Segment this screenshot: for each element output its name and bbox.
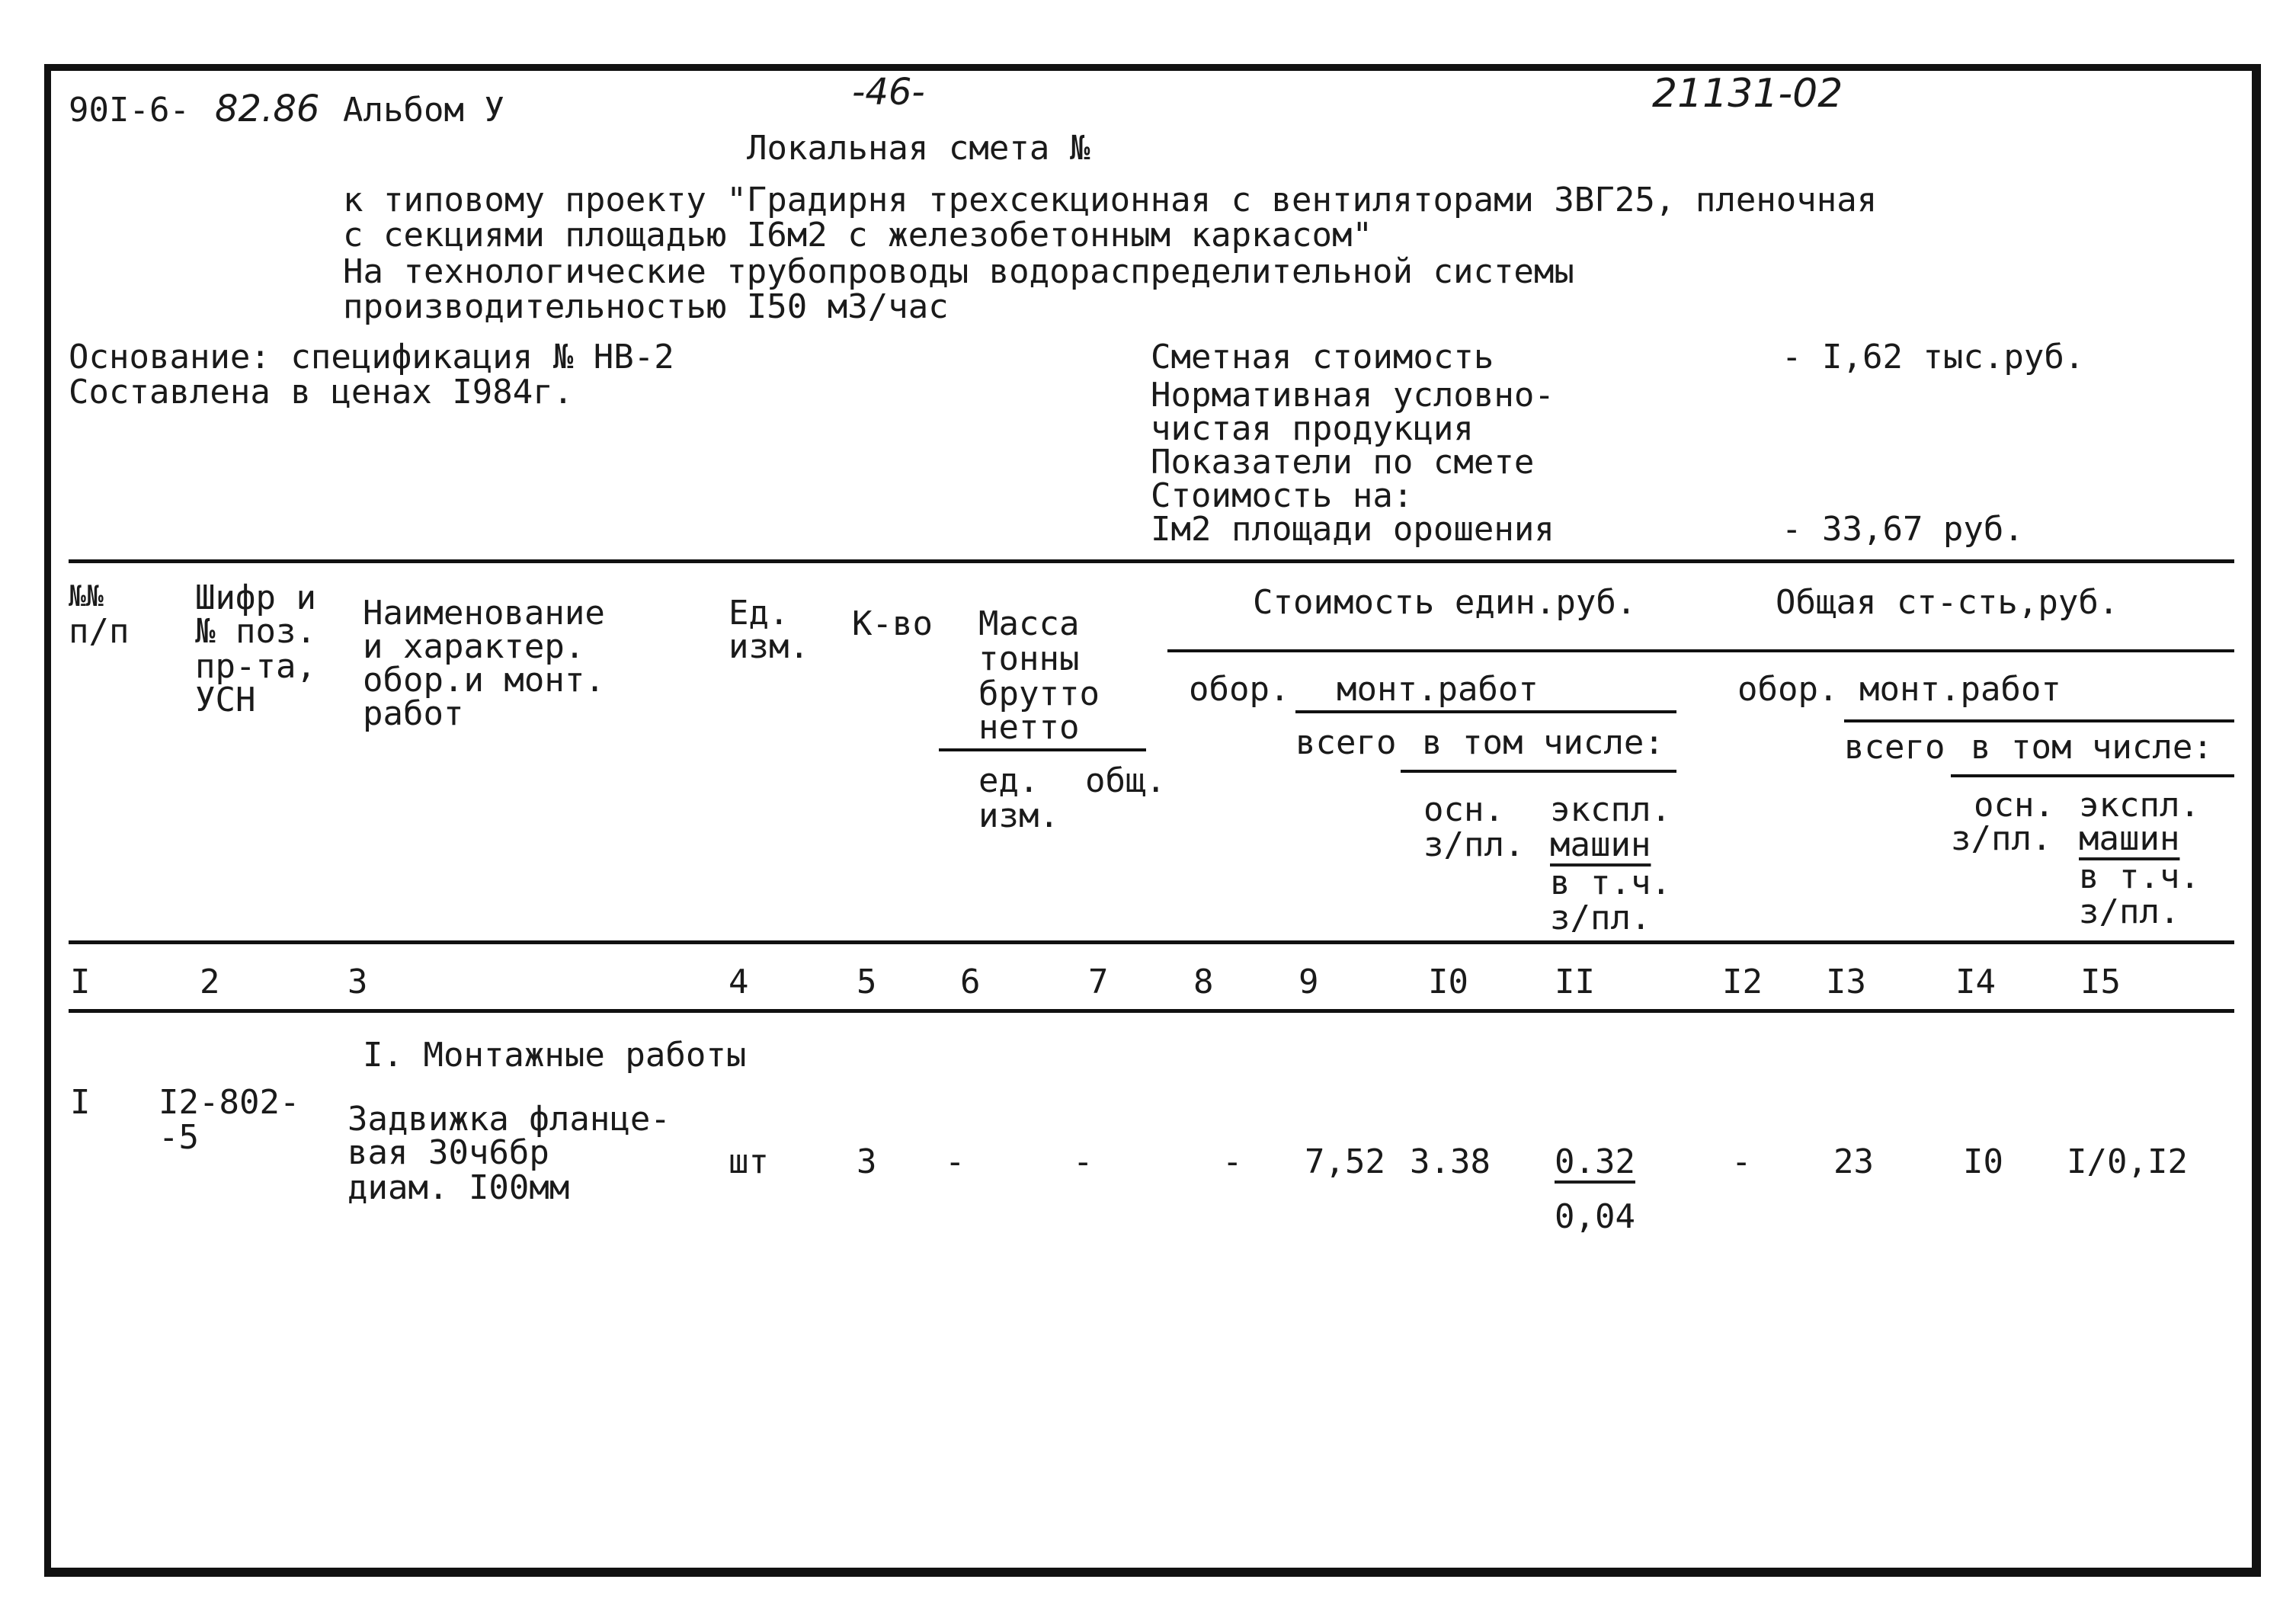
mach-header: экспл. [1550, 790, 1671, 829]
mach-header: машин [1550, 825, 1651, 864]
col-unit-header: изм. [729, 627, 809, 666]
column-number: 7 [1088, 963, 1109, 1001]
project-description-line: с секциями площадью I6м2 с железобетонным каркасом" [343, 216, 1373, 255]
indicators-label: Показатели по смете [1151, 443, 1535, 482]
incl-rule [1401, 770, 1676, 773]
row-qty: 3 [857, 1142, 877, 1181]
col-name-header: и характер. [363, 627, 585, 666]
mach2-header: экспл. [2079, 786, 2200, 825]
col-mass-header: изм. [978, 796, 1059, 835]
row-unit: шт [729, 1142, 769, 1181]
mount-rule [1295, 710, 1676, 713]
project-description-line: производительностью I50 м3/час [343, 287, 949, 326]
base2-header: з/пл. [1951, 819, 2052, 858]
equip2-header: обор. [1737, 670, 1839, 709]
project-description-line: На технологические трубопроводы водораспределительной системы [343, 252, 1574, 291]
column-number: 5 [857, 963, 877, 1001]
cost-label: Сметная стоимость [1151, 338, 1494, 376]
total-cost-header: Общая ст-сть,руб. [1776, 583, 2119, 622]
mach-header: з/пл. [1550, 899, 1651, 937]
base-header: осн. [1423, 790, 1504, 829]
mount-header: монт.работ [1337, 670, 1539, 709]
row-col6: - [945, 1142, 965, 1181]
row-number: I [70, 1083, 91, 1122]
album-label: Альбом У [343, 91, 504, 130]
cost-on-label: Стоимость на: [1151, 476, 1414, 515]
mount2-header: монт.работ [1859, 670, 2061, 709]
row-col8: - [1222, 1142, 1243, 1181]
table-top-rule [69, 559, 2234, 563]
normative-label: Нормативная условно- [1151, 376, 1555, 415]
col-qty-header: К-во [852, 604, 933, 643]
col-num-header: п/п [69, 612, 130, 651]
prices-text: Составлена в ценах I984г. [69, 373, 574, 412]
col-code-header: УСН [195, 681, 256, 719]
col-mass-header: Масса [978, 604, 1080, 643]
column-number: 9 [1299, 963, 1319, 1001]
column-number: 6 [960, 963, 981, 1001]
mount2-rule [1844, 719, 2234, 722]
incl2-header: в том числе: [1971, 728, 2213, 767]
column-number: I3 [1826, 963, 1866, 1001]
row-col11-top: 0.32 [1555, 1142, 1635, 1181]
row-col7: - [1073, 1142, 1094, 1181]
column-number: I0 [1428, 963, 1468, 1001]
row-name: вая 30ч6бр [347, 1133, 549, 1172]
base2-header: осн. [1974, 786, 2054, 825]
mach2-header: з/пл. [2079, 892, 2180, 931]
cost-header-rule [1167, 649, 2234, 652]
incl2-rule [1951, 774, 2234, 777]
row-code: -5 [159, 1118, 199, 1157]
col-code-header: Шифр и [195, 578, 316, 617]
col-mass-header: брутто [978, 674, 1100, 713]
row-col14: I0 [1963, 1142, 2003, 1181]
row-col10: 3.38 [1410, 1142, 1491, 1181]
project-code: 90I-6- [69, 91, 190, 130]
col-num-header: №№ [69, 579, 104, 613]
incl-header: в том числе: [1422, 723, 1664, 762]
header-bottom-rule [69, 940, 2234, 944]
row-col11-bottom: 0,04 [1555, 1197, 1635, 1236]
col-code-header: № поз. [195, 612, 316, 651]
mass-rule [939, 748, 1146, 751]
row-name: диам. I00мм [347, 1168, 570, 1207]
col-mass-header: нетто [978, 708, 1080, 747]
col-name-header: Наименование [363, 594, 605, 633]
column-number: I [70, 963, 91, 1001]
row-col9: 7,52 [1305, 1142, 1385, 1181]
row-name: Задвижка фланце- [347, 1100, 671, 1139]
col-unit-header: Ед. [729, 594, 789, 633]
col-code-header: пр-та, [195, 647, 316, 686]
unit-cost-header: Стоимость един.руб. [1253, 583, 1637, 622]
area-label: Iм2 площади орошения [1151, 510, 1555, 549]
equip-header: обор. [1189, 670, 1290, 709]
row-code: I2-802- [159, 1083, 300, 1122]
estimate-title: Локальная смета № [747, 129, 1090, 168]
column-numbers-rule [69, 1009, 2234, 1013]
project-description-line: к типовому проекту "Градирня трехсекционная с вентиляторами ЗВГ25, пленочная [343, 181, 1878, 219]
column-number: I5 [2080, 963, 2121, 1001]
column-number: II [1555, 963, 1595, 1001]
col-mass-header: ед. [978, 761, 1039, 800]
all-header: всего [1295, 723, 1397, 762]
all2-header: всего [1844, 728, 1945, 767]
col-mass-header: тонны [978, 639, 1080, 678]
column-number: I2 [1722, 963, 1763, 1001]
row-col15: I/0,I2 [2067, 1142, 2188, 1181]
column-number: I4 [1955, 963, 1996, 1001]
normative-label: чистая продукция [1151, 409, 1474, 448]
section-title: I. Монтажные работы [363, 1036, 747, 1075]
mach2-header: в т.ч. [2079, 857, 2200, 896]
column-number: 2 [200, 963, 220, 1001]
column-number: 4 [729, 963, 749, 1001]
mach-header: в т.ч. [1550, 863, 1671, 902]
area-value: - 33,67 руб. [1782, 510, 2024, 549]
column-number: 8 [1193, 963, 1214, 1001]
page-number: -46- [852, 71, 925, 114]
basis-text: Основание: спецификация № НВ-2 [69, 338, 674, 376]
base-header: з/пл. [1423, 825, 1525, 864]
mach2-header: машин [2079, 819, 2180, 858]
document-number: 21131-02 [1652, 71, 1843, 117]
col-name-header: обор.и монт. [363, 661, 605, 700]
col-mass-header: общ. [1085, 761, 1166, 800]
project-code-handwritten: 82.86 [215, 88, 320, 130]
col-name-header: работ [363, 694, 464, 733]
column-number: 3 [347, 963, 368, 1001]
row-col12: - [1731, 1142, 1752, 1181]
cost-value: - I,62 тыс.руб. [1782, 338, 2085, 376]
row-col13: 23 [1833, 1142, 1874, 1181]
